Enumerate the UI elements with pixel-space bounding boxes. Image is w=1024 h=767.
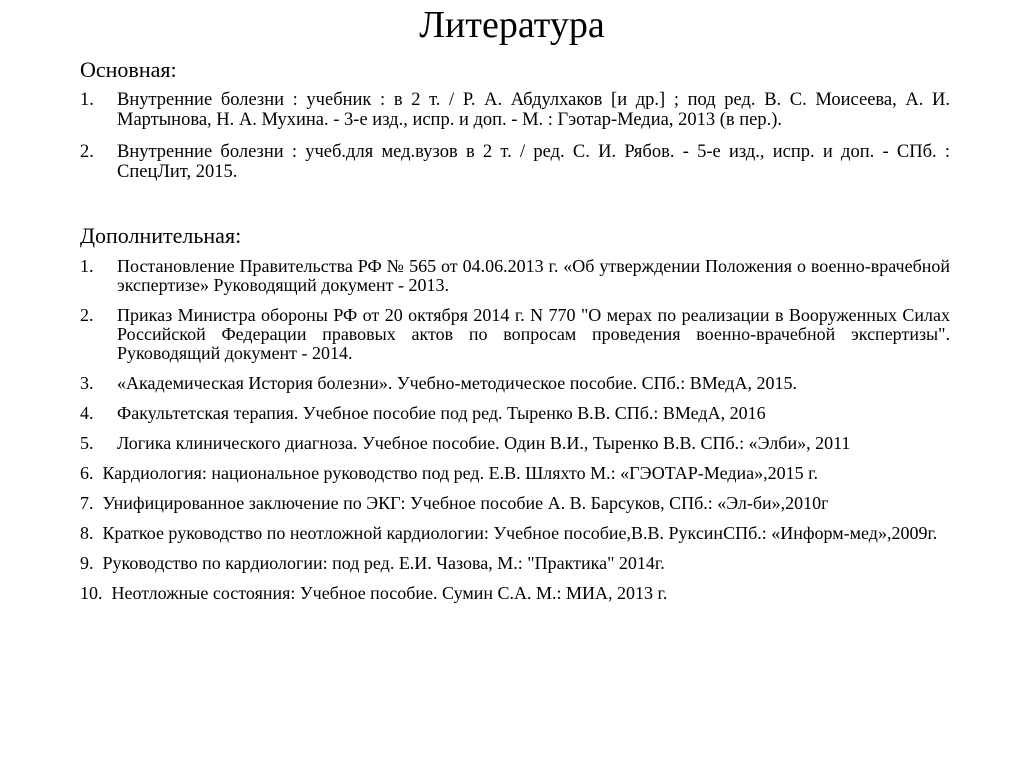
item-number: 1.	[80, 90, 94, 110]
item-text: Внутренние болезни : учебник : в 2 т. / Р. А. Абдулхаков [и др.] ; под ред. В. С. Моисеева, А. И. Мартынова, Н. А. Мухина. - 3-е изд., испр. и доп. - М. : Гэотар-Медиа, 2013 (в пер.).	[117, 90, 950, 130]
list-item	[80, 434, 950, 453]
list-item	[80, 257, 950, 295]
item-text: Унифицированное заключение по ЭКГ: Учебное пособие А. В. Барсуков, СПб.: «Эл-би»,2010г	[102, 493, 829, 513]
list-item	[80, 494, 950, 513]
item-number: 10.	[80, 583, 103, 603]
section-heading-additional: Дополнительная:	[80, 223, 242, 248]
item-text: Неотложные состояния: Учебное пособие. Сумин С.А. М.: МИА, 2013 г.	[111, 583, 668, 603]
item-number: 5.	[80, 433, 94, 453]
item-number: 9.	[80, 553, 94, 573]
list-item	[80, 404, 950, 423]
item-text: Приказ Министра обороны РФ от 20 октября 2014 г. N 770 "О мерах по реализации в Вооруженных Силах Российской Федерации правовых актов по вопросам проведения военно-врачебной экспертизы". Руководящий документ - 2014.	[117, 305, 950, 363]
section-heading-main: Основная:	[80, 57, 177, 82]
item-number: 7.	[80, 493, 94, 513]
item-number: 2.	[80, 305, 94, 325]
item-number: 2.	[80, 142, 94, 162]
item-text: Логика клинического диагноза. Учебное пособие. Один В.И., Тыренко В.В. СПб.: «Элби», 2011	[117, 433, 851, 453]
item-text: «Академическая История болезни». Учебно-методическое пособие. СПб.: ВМедА, 2015.	[117, 373, 797, 393]
list-item	[80, 524, 950, 543]
list-item	[80, 142, 950, 182]
item-number: 6.	[80, 463, 94, 483]
list-item	[80, 374, 950, 393]
list-item	[80, 584, 950, 603]
item-number: 4.	[80, 403, 94, 423]
item-text: Внутренние болезни : учеб.для мед.вузов в 2 т. / ред. С. И. Рябов. - 5-е изд., испр. и доп. - СПб. : СпецЛит, 2015.	[117, 142, 950, 182]
additional-reference-list	[80, 257, 950, 614]
main-reference-list	[80, 90, 950, 194]
item-text: Постановление Правительства РФ № 565 от 04.06.2013 г. «Об утверждении Положения о военно-врачебной экспертизе» Руководящий документ - 2013.	[117, 256, 950, 295]
list-item	[80, 306, 950, 363]
item-text: Краткое руководство по неотложной кардиологии: Учебное пособие,В.В. РуксинСПб.: «Информ-мед»,2009г.	[102, 523, 938, 543]
item-number: 1.	[80, 256, 94, 276]
item-number: 3.	[80, 373, 94, 393]
item-text: Кардиология: национальное руководство под ред. Е.В. Шляхто М.: «ГЭОТАР-Медиа»,2015 г.	[102, 463, 818, 483]
list-item	[80, 464, 950, 483]
item-text: Руководство по кардиологии: под ред. Е.И. Чазова, М.: "Практика" 2014г.	[102, 553, 665, 573]
page-title: Литература	[419, 4, 605, 46]
item-text: Факультетская терапия. Учебное пособие под ред. Тыренко В.В. СПб.: ВМедА, 2016	[117, 403, 766, 423]
list-item	[80, 554, 950, 573]
item-number: 8.	[80, 523, 94, 543]
list-item	[80, 90, 950, 130]
